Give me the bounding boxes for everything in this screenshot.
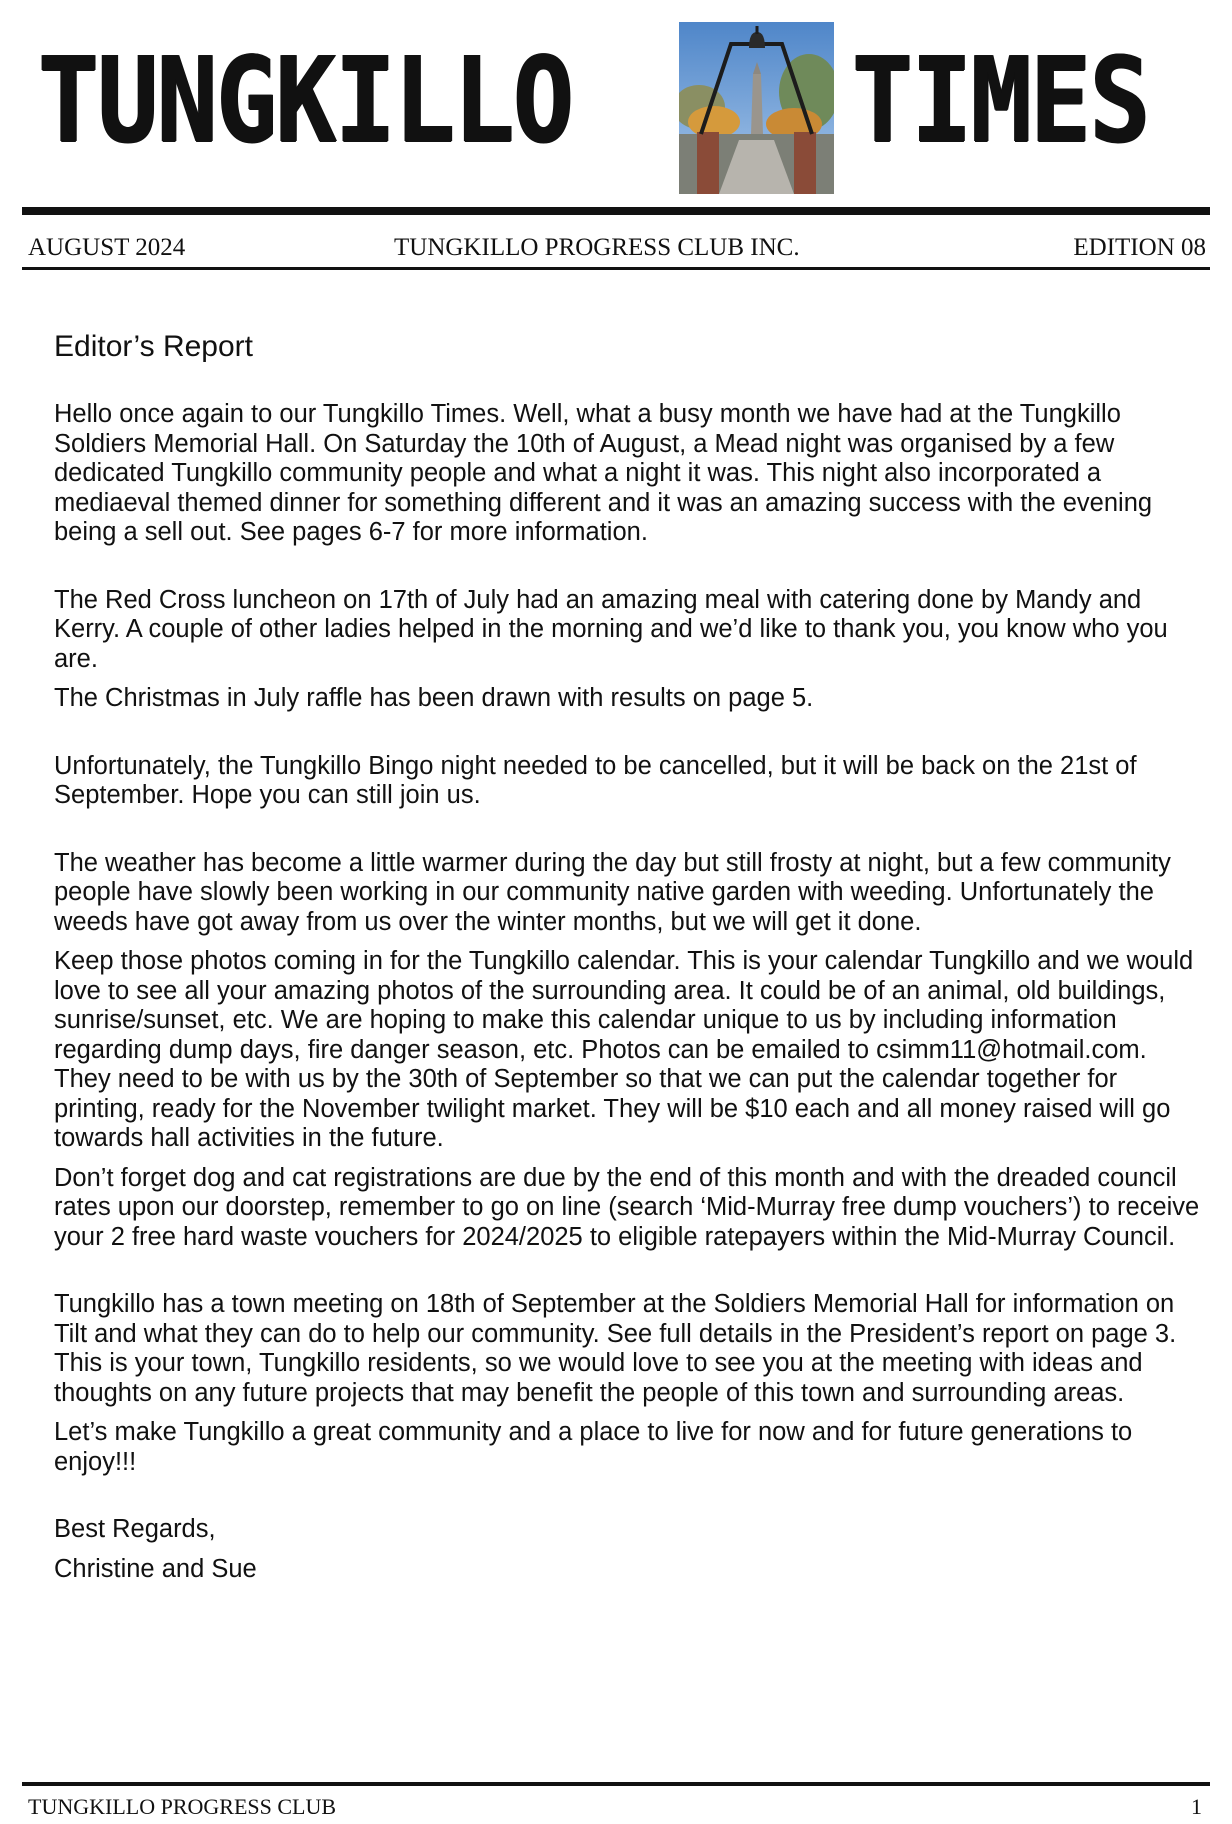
paragraph: Don’t forget dog and cat registrations are due by the end of this month and with the dreaded council rates upon our doorstep, remember to go on line (search ‘Mid-Murray free dump vouchers’) to receive your 2 free hard waste vouchers for 2024/2025 to eligible ratepayers within the Mid-Murray Council. xyxy=(54,1163,1200,1251)
paragraph: The weather has become a little warmer during the day but still frosty at night, but a few community people have slowly been working in our community native garden with weeding. Unfortunately the weeds have got away from us over the winter months, but we will get it done. xyxy=(54,848,1171,936)
publisher-name: TUNGKILLO PROGRESS CLUB INC. xyxy=(394,234,800,261)
paragraph: Hello once again to our Tungkillo Times. Well, what a busy month we have had at the Tungkillo Soldiers Memorial Hall. On Saturday the 10th of August, a Mead night was organised by a few dedicated Tungkillo community people and what a night it was. This night also incorporated a mediaeval themed dinner for something different and it was an amazing success with the evening being a sell out. See pages 6-7 for more information. xyxy=(54,400,1153,546)
paragraph: Keep those photos coming in for the Tungkillo calendar. This is your calendar Tungkillo and we would love to see all your amazing photos of the surrounding area. It could be of an animal, old buildings, sunrise/sunset, etc. We are hoping to make this calendar unique to us by including information regarding dump days, fire danger season, etc. Photos can be emailed to csimm11@hotmail.com. They need to be with us by the 30th of September so that we can put the calendar together for printing, ready for the November twilight market. They will be $10 each and all money raised will go towards hall activities in the future. xyxy=(54,947,1194,1152)
masthead-title-left: TUNGKILLO xyxy=(38,31,573,169)
signature: Christine and Sue xyxy=(54,1554,257,1583)
infoline-divider xyxy=(22,267,1210,270)
paragraph: The Red Cross luncheon on 17th of July had an amazing meal with catering done by Mandy and Kerry. A couple of other ladies helped in the morning and we’d like to thank you, you know who you are. xyxy=(54,585,1168,673)
footer-club-name: TUNGKILLO PROGRESS CLUB xyxy=(28,1794,337,1819)
masthead-title-right: TIMES xyxy=(852,31,1149,169)
paragraph: Let’s make Tungkillo a great community and a place to live for now and for future generations to enjoy!!! xyxy=(54,1418,1133,1476)
signoff: Best Regards, xyxy=(54,1515,216,1543)
article-heading: Editor’s Report xyxy=(54,330,253,363)
paragraph: Tungkillo has a town meeting on 18th of September at the Soldiers Memorial Hall for information on Tilt and what they can do to help our community. See full details in the President’s report on page 3. This is your town, Tungkillo residents, so we would love to see you at the meeting with ideas and thoughts on any future projects that may benefit the people of this town and surrounding areas. xyxy=(54,1290,1177,1407)
edition-number: EDITION 08 xyxy=(1073,234,1206,261)
memorial-bell-photo xyxy=(679,22,834,194)
paragraph: The Christmas in July raffle has been drawn with results on page 5. xyxy=(54,684,814,712)
editors-report xyxy=(54,330,1204,1584)
masthead-divider xyxy=(22,207,1210,215)
page-number: 1 xyxy=(1191,1794,1202,1819)
paragraph: Unfortunately, the Tungkillo Bingo night needed to be cancelled, but it will be back on the 21st of September. Hope you can still join us. xyxy=(54,751,1137,809)
footer-divider xyxy=(22,1782,1210,1786)
issue-date: AUGUST 2024 xyxy=(28,234,186,261)
